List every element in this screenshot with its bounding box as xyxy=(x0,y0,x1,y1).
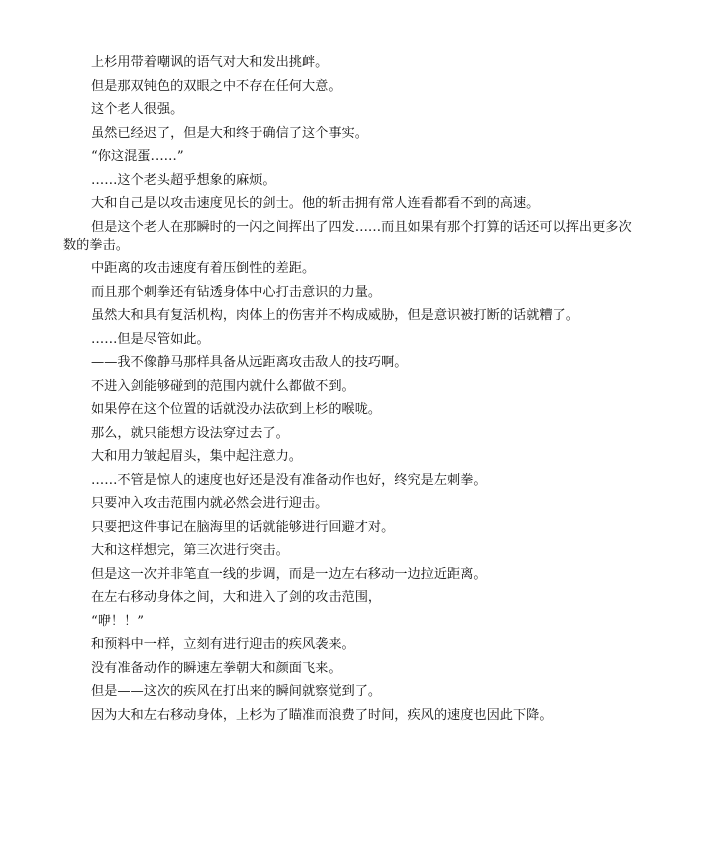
paragraph: 但是——这次的疾风在打出来的瞬间就察觉到了。 xyxy=(91,684,382,699)
paragraph: 但是这一次并非笔直一线的步调，而是一边左右移动一边拉近距离。 xyxy=(91,566,487,582)
paragraph: 大和这样想完，第三次进行突击。 xyxy=(91,543,289,558)
paragraph: ……这个老头超乎想象的麻烦。 xyxy=(91,172,276,188)
paragraph: 如果停在这个位置的话就没办法砍到上杉的喉咙。 xyxy=(91,402,382,417)
paragraph: 虽然已经迟了，但是大和终于确信了这个事实。 xyxy=(91,125,368,141)
paragraph: ……不管是惊人的速度也好还是没有准备动作也好，终究是左刺拳。 xyxy=(91,472,487,488)
paragraph: 不进入剑能够碰到的范围内就什么都做不到。 xyxy=(91,378,355,394)
paragraph: 而且那个刺拳还有钻透身体中心打击意识的力量。 xyxy=(91,284,382,300)
paragraph: 但是这个老人在那瞬时的一闪之间挥出了四发……而且如果有那个打算的话还可以挥出更多次数的拳击。 xyxy=(63,219,632,253)
paragraph: 虽然大和具有复活机构，肉体上的伤害并不构成威胁，但是意识被打断的话就糟了。 xyxy=(91,308,579,323)
paragraph: 但是那双钝色的双眼之中不存在任何大意。 xyxy=(91,78,342,94)
paragraph: 在左右移动身体之间，大和进入了剑的攻击范围， xyxy=(91,590,382,605)
paragraph: 大和自己是以攻击速度见长的剑士。他的斩击拥有常人连看都看不到的高速。 xyxy=(91,196,540,211)
paragraph: 上杉用带着嘲讽的语气对大和发出挑衅。 xyxy=(91,55,329,70)
paragraph: ——我不像静马那样具备从远距离攻击敌人的技巧啊。 xyxy=(91,355,408,370)
body-text xyxy=(63,54,638,730)
paragraph: 只要把这件事记在脑海里的话就能够进行回避才对。 xyxy=(91,519,395,535)
paragraph: 因为大和左右移动身体，上杉为了瞄准而浪费了时间，疾风的速度也因此下降。 xyxy=(91,707,553,723)
paragraph: 这个老人很强。 xyxy=(91,102,184,117)
paragraph: 只要冲入攻击范围内就必然会进行迎击。 xyxy=(91,496,329,511)
paragraph: ……但是尽管如此。 xyxy=(91,331,210,347)
paragraph: “你这混蛋……” xyxy=(91,149,184,164)
paragraph: 大和用力皱起眉头，集中起注意力。 xyxy=(91,449,302,464)
paragraph: 没有准备动作的瞬速左拳朝大和颜面飞来。 xyxy=(91,660,342,676)
paragraph: 那么，就只能想方设法穿过去了。 xyxy=(91,425,289,441)
paragraph: 和预料中一样，立刻有进行迎击的疾风袭来。 xyxy=(91,637,355,652)
paragraph: 中距离的攻击速度有着压倒性的差距。 xyxy=(91,261,316,276)
paragraph: “咿！！” xyxy=(91,613,145,629)
